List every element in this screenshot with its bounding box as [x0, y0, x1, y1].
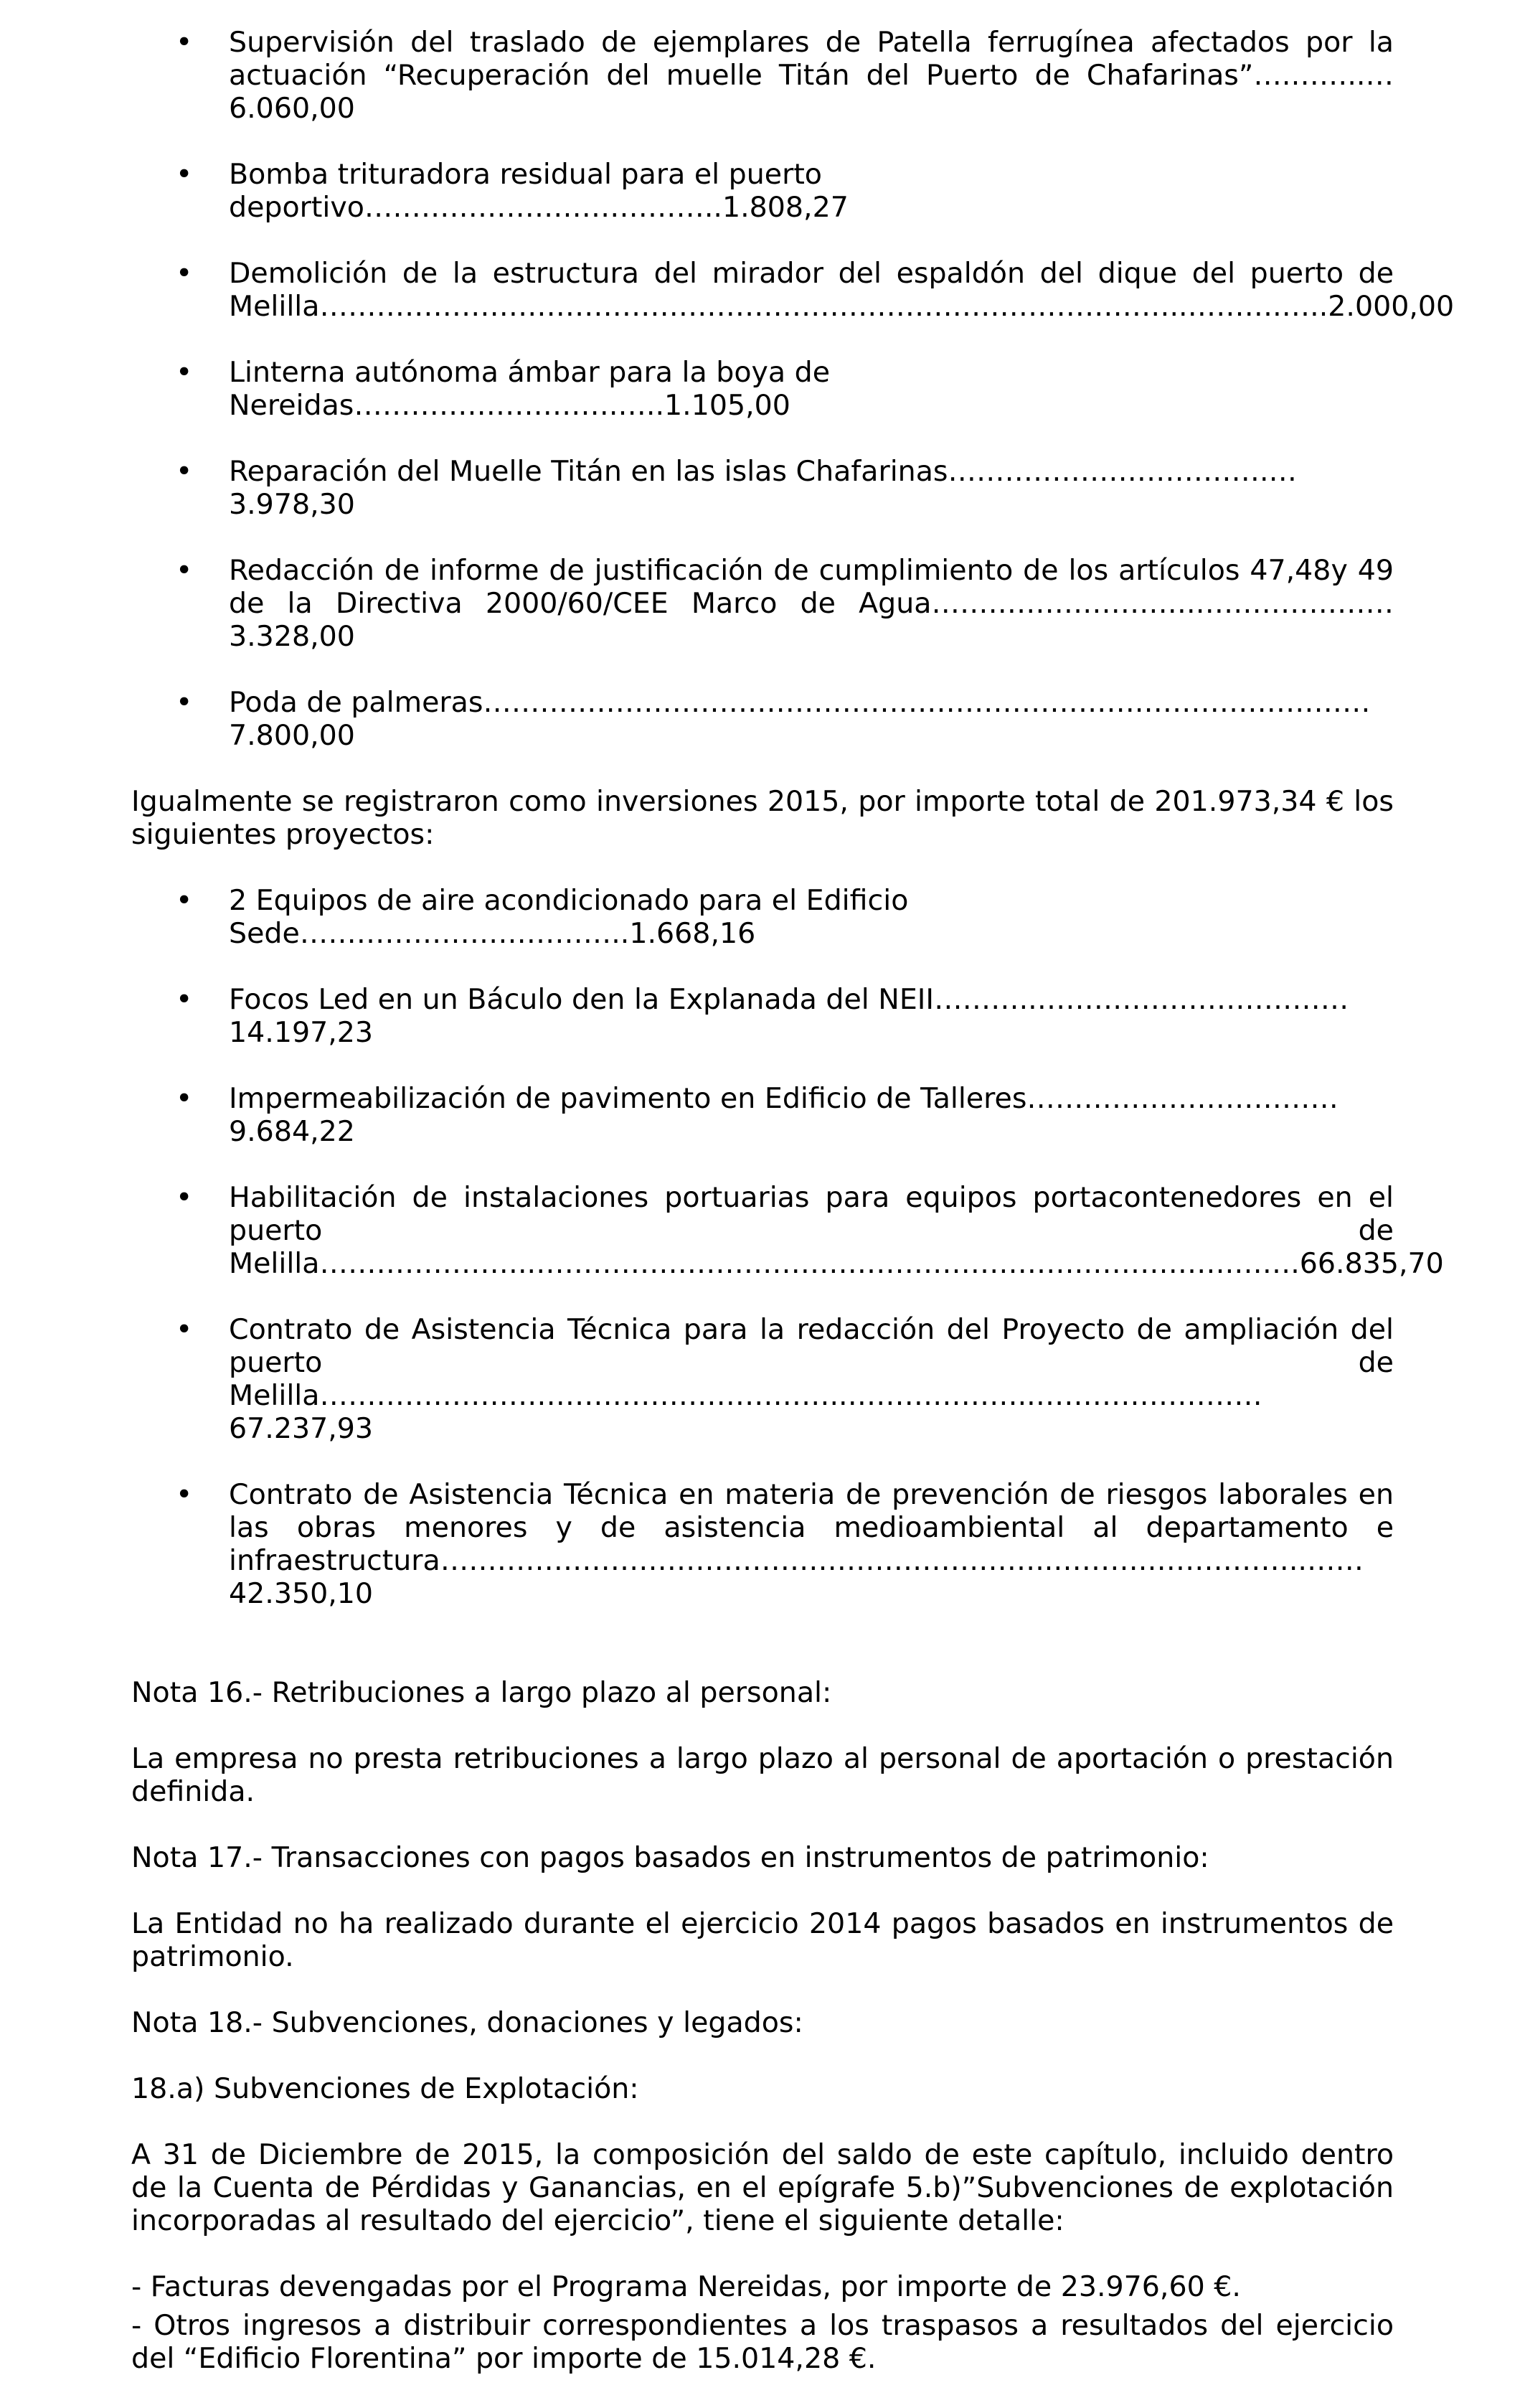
list-item: [131, 356, 1394, 422]
list-item-text: Contrato de Asistencia Técnica para la redacción del Proyecto de ampliación del puerto de Melilla………………………………………………..………………..……………………67.237,93: [229, 1313, 1394, 1445]
bullet-icon: •: [176, 158, 193, 191]
bullet-icon: •: [176, 455, 193, 488]
list-item: [131, 686, 1394, 752]
list-item-text: Habilitación de instalaciones portuarias para equipos portacontenedores en el puerto de Melilla…………………..………………………………………………….…………….…….66.835,70: [229, 1181, 1444, 1280]
expense-list: [131, 26, 1455, 752]
bullet-icon: •: [176, 686, 193, 719]
nota18a-paragraph: A 31 de Diciembre de 2015, la composición del saldo de este capítulo, incluido dentro de la Cuenta de Pérdidas y Ganancias, en el epígrafe 5.b)”Subvenciones de explotación incorporadas al resultado del ejercicio”, tiene el siguiente detalle:: [131, 2138, 1394, 2237]
list-item-text: Linterna autónoma ámbar para la boya de Nereidas……………………….…..1.105,00: [229, 356, 831, 422]
list-item-text: Contrato de Asistencia Técnica en materia de prevención de riesgos laborales en las obras menores y de asistencia medioambiental al departamento e infraestructura………………………………………………………..……….……………..……42.350,10: [229, 1478, 1394, 1610]
list-item: [131, 1181, 1444, 1280]
list-item: [131, 26, 1394, 125]
nota16-paragraph: La empresa no presta retribuciones a largo plazo al personal de aportación o prestación definida.: [131, 1742, 1394, 1808]
list-item-text: Supervisión del traslado de ejemplares de Patella ferrugínea afectados por la actuación “Recuperación del muelle Titán del Puerto de Chafarinas”….……..…6.060,00: [229, 26, 1394, 125]
list-item-text: Poda de palmeras…………………………………………………………….……………………7.800,00: [229, 686, 1371, 752]
list-item: [131, 455, 1394, 521]
list-item-text: Bomba trituradora residual para el puerto deportivo………………………………..1.808,27: [229, 158, 849, 224]
bullet-icon: •: [176, 983, 193, 1016]
list-item-text: Demolición de la estructura del mirador del espaldón del dique del puerto de Melilla………………………………………………………………………………..……….…..2.000,00: [229, 257, 1455, 323]
nota17-heading: Nota 17.- Transacciones con pagos basados en instrumentos de patrimonio:: [131, 1841, 1209, 1874]
projects-list: [131, 884, 1444, 1610]
bullet-icon: •: [176, 884, 193, 917]
nota16-heading: Nota 16.- Retribuciones a largo plazo al personal:: [131, 1676, 832, 1709]
bullet-icon: •: [176, 1313, 193, 1346]
list-item: [131, 1313, 1394, 1445]
list-item: [131, 884, 1394, 950]
list-item-text: Impermeabilización de pavimento en Edificio de Talleres……………………………9.684,22: [229, 1082, 1338, 1148]
bullet-icon: •: [176, 257, 193, 290]
list-item-text: Redacción de informe de justificación de cumplimiento de los artículos 47,48y 49 de la Directiva 2000/60/CEE Marco de Agua……………………….…………………3.328,00: [229, 554, 1394, 653]
nota18-heading: Nota 18.- Subvenciones, donaciones y legados:: [131, 2006, 803, 2039]
nota17-paragraph: La Entidad no ha realizado durante el ejercicio 2014 pagos basados en instrumentos de patrimonio.: [131, 1907, 1394, 1973]
list-item: [131, 1478, 1394, 1610]
detail-line-florentina: - Otros ingresos a distribuir correspondientes a los traspasos a resultados del ejercicio del “Edificio Florentina” por importe de 15.014,28 €.: [131, 2309, 1394, 2375]
bullet-icon: •: [176, 1082, 193, 1115]
nota18a-heading: 18.a) Subvenciones de Explotación:: [131, 2072, 639, 2105]
bullet-icon: •: [176, 1181, 193, 1214]
bullet-icon: •: [176, 26, 193, 59]
list-item-text: 2 Equipos de aire acondicionado para el Edificio Sede……………………………..1.668,16: [229, 884, 909, 950]
list-item-text: Reparación del Muelle Titán en las islas Chafarinas…………………………….…3.978,30: [229, 455, 1298, 521]
investments-paragraph: Igualmente se registraron como inversiones 2015, por importe total de 201.973,34 € los siguientes proyectos:: [131, 785, 1394, 851]
bullet-icon: •: [176, 554, 193, 587]
list-item: [131, 554, 1394, 653]
list-item: [131, 257, 1455, 323]
detail-line-nereidas: - Facturas devengadas por el Programa Nereidas, por importe de 23.976,60 €.: [131, 2270, 1241, 2303]
list-item-text: Focos Led en un Báculo den la Explanada del NEII………..……………………………14.197,23: [229, 983, 1349, 1049]
list-item: [131, 983, 1394, 1049]
document-page: [131, 26, 1455, 2408]
bullet-icon: •: [176, 1478, 193, 1511]
bullet-icon: •: [176, 356, 193, 389]
list-item: [131, 158, 1394, 224]
list-item: [131, 1082, 1394, 1148]
